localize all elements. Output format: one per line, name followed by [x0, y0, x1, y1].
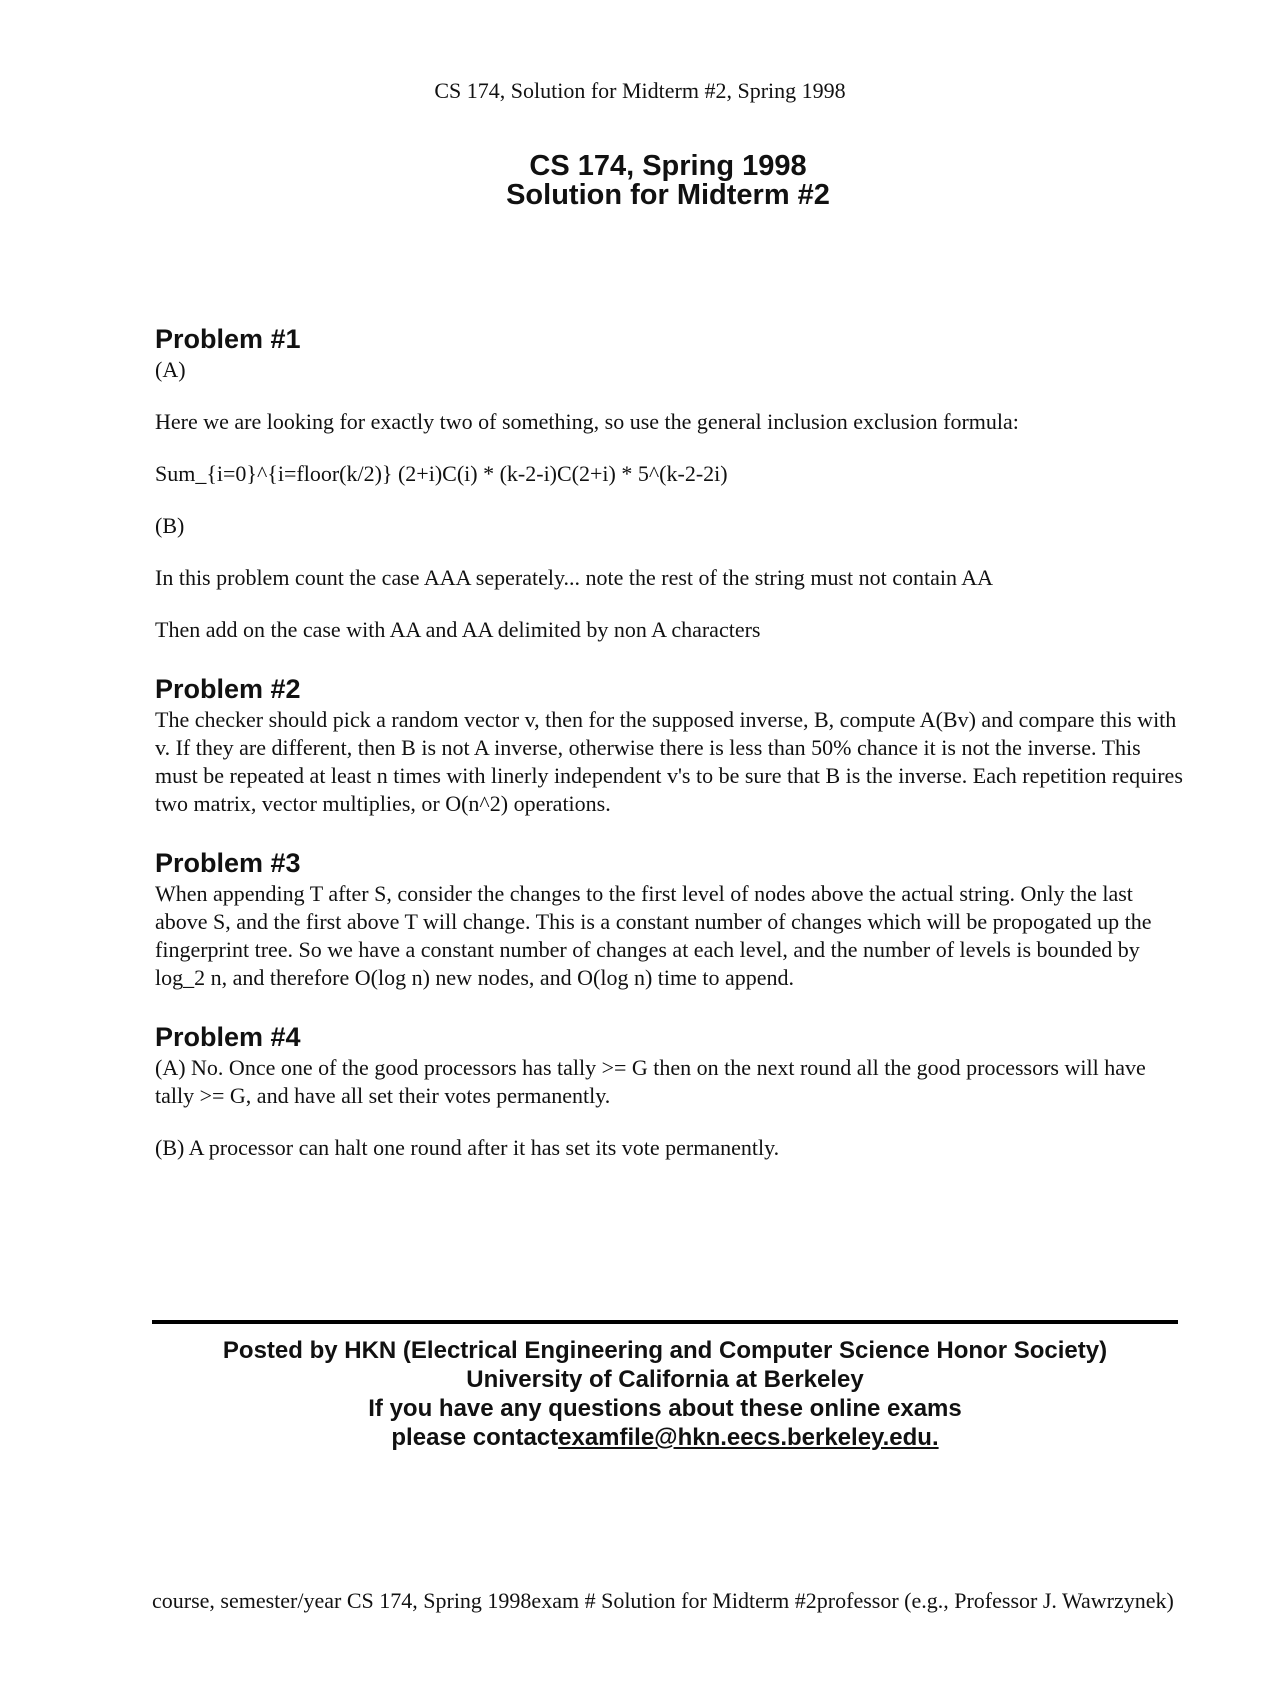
problem-1-part-b-text1: In this problem count the case AAA seperately... note the rest of the string must not contain AA — [155, 565, 994, 590]
problem-3-section — [155, 846, 1185, 992]
problem-4-part-a-text: (A) No. Once one of the good processors has tally >= G then on the next round all the good processors will have tally >= G, and have all set their votes permanently. — [155, 1055, 1146, 1108]
problem-1-part-a-text: Here we are looking for exactly two of something, so use the general inclusion exclusion formula: — [155, 409, 1019, 434]
footer-line-university: University of California at Berkeley — [466, 1366, 864, 1393]
problem-1-part-a-label: (A) — [155, 357, 186, 382]
problem-4-heading: Problem #4 — [155, 1022, 301, 1052]
page-title — [0, 152, 1280, 210]
problem-2-section — [155, 672, 1185, 818]
footer-line-contact — [0, 1423, 1280, 1452]
title-line-course: CS 174, Spring 1998 — [529, 150, 807, 182]
problem-2-heading: Problem #2 — [155, 674, 301, 704]
solutions-content — [155, 322, 1185, 1162]
footer-divider — [152, 1320, 1178, 1324]
problem-3-text: When appending T after S, consider the changes to the first level of nodes above the actual string. Only the last above S, and the first above T will change. This is a constant number of changes which will be propogated up the fingerprint tree. So we have a constant number of changes at each level, and the number of levels is bounded by log_2 n, and therefore O(log n) new nodes, and O(log n) time to append. — [155, 881, 1152, 990]
problem-2-text: The checker should pick a random vector v, then for the supposed inverse, B, compute A(Bv) and compare this with v. If they are different, then B is not A inverse, otherwise there is less than 50% chance it is not the inverse. This must be repeated at least n times with linerly independent v's to be sure that B is the inverse. Each repetition requires two matrix, vector multiplies, or O(n^2) operations. — [155, 707, 1183, 816]
problem-1-part-b-text2: Then add on the case with AA and AA delimited by non A characters — [155, 617, 761, 642]
problem-1-formula: Sum_{i=0}^{i=floor(k/2)} (2+i)C(i) * (k-2-i)C(2+i) * 5^(k-2-2i) — [155, 461, 728, 486]
footer-line-questions: If you have any questions about these online exams — [368, 1395, 962, 1422]
problem-4-section — [155, 1020, 1185, 1162]
problem-1-heading: Problem #1 — [155, 324, 301, 354]
title-line-exam: Solution for Midterm #2 — [506, 179, 830, 211]
footer-contact-prefix: please contact — [391, 1424, 559, 1451]
problem-1-part-b-label: (B) — [155, 513, 185, 538]
footer-email-link[interactable]: examfile@hkn.eecs.berkeley.edu. — [558, 1424, 939, 1451]
footer-line-hkn: Posted by HKN (Electrical Engineering and Computer Science Honor Society) — [222, 1337, 1108, 1364]
problem-3-heading: Problem #3 — [155, 848, 301, 878]
footer-posted-by — [0, 1336, 1280, 1452]
course-metadata-line: course, semester/year CS 174, Spring 1998exam # Solution for Midterm #2professor (e.g., Professor J. Wawrzynek) — [152, 1588, 1174, 1613]
problem-1-section — [155, 322, 1185, 644]
running-header: CS 174, Solution for Midterm #2, Spring 1998 — [434, 78, 846, 103]
problem-4-part-b-text: (B) A processor can halt one round after it has set its vote permanently. — [155, 1135, 780, 1160]
